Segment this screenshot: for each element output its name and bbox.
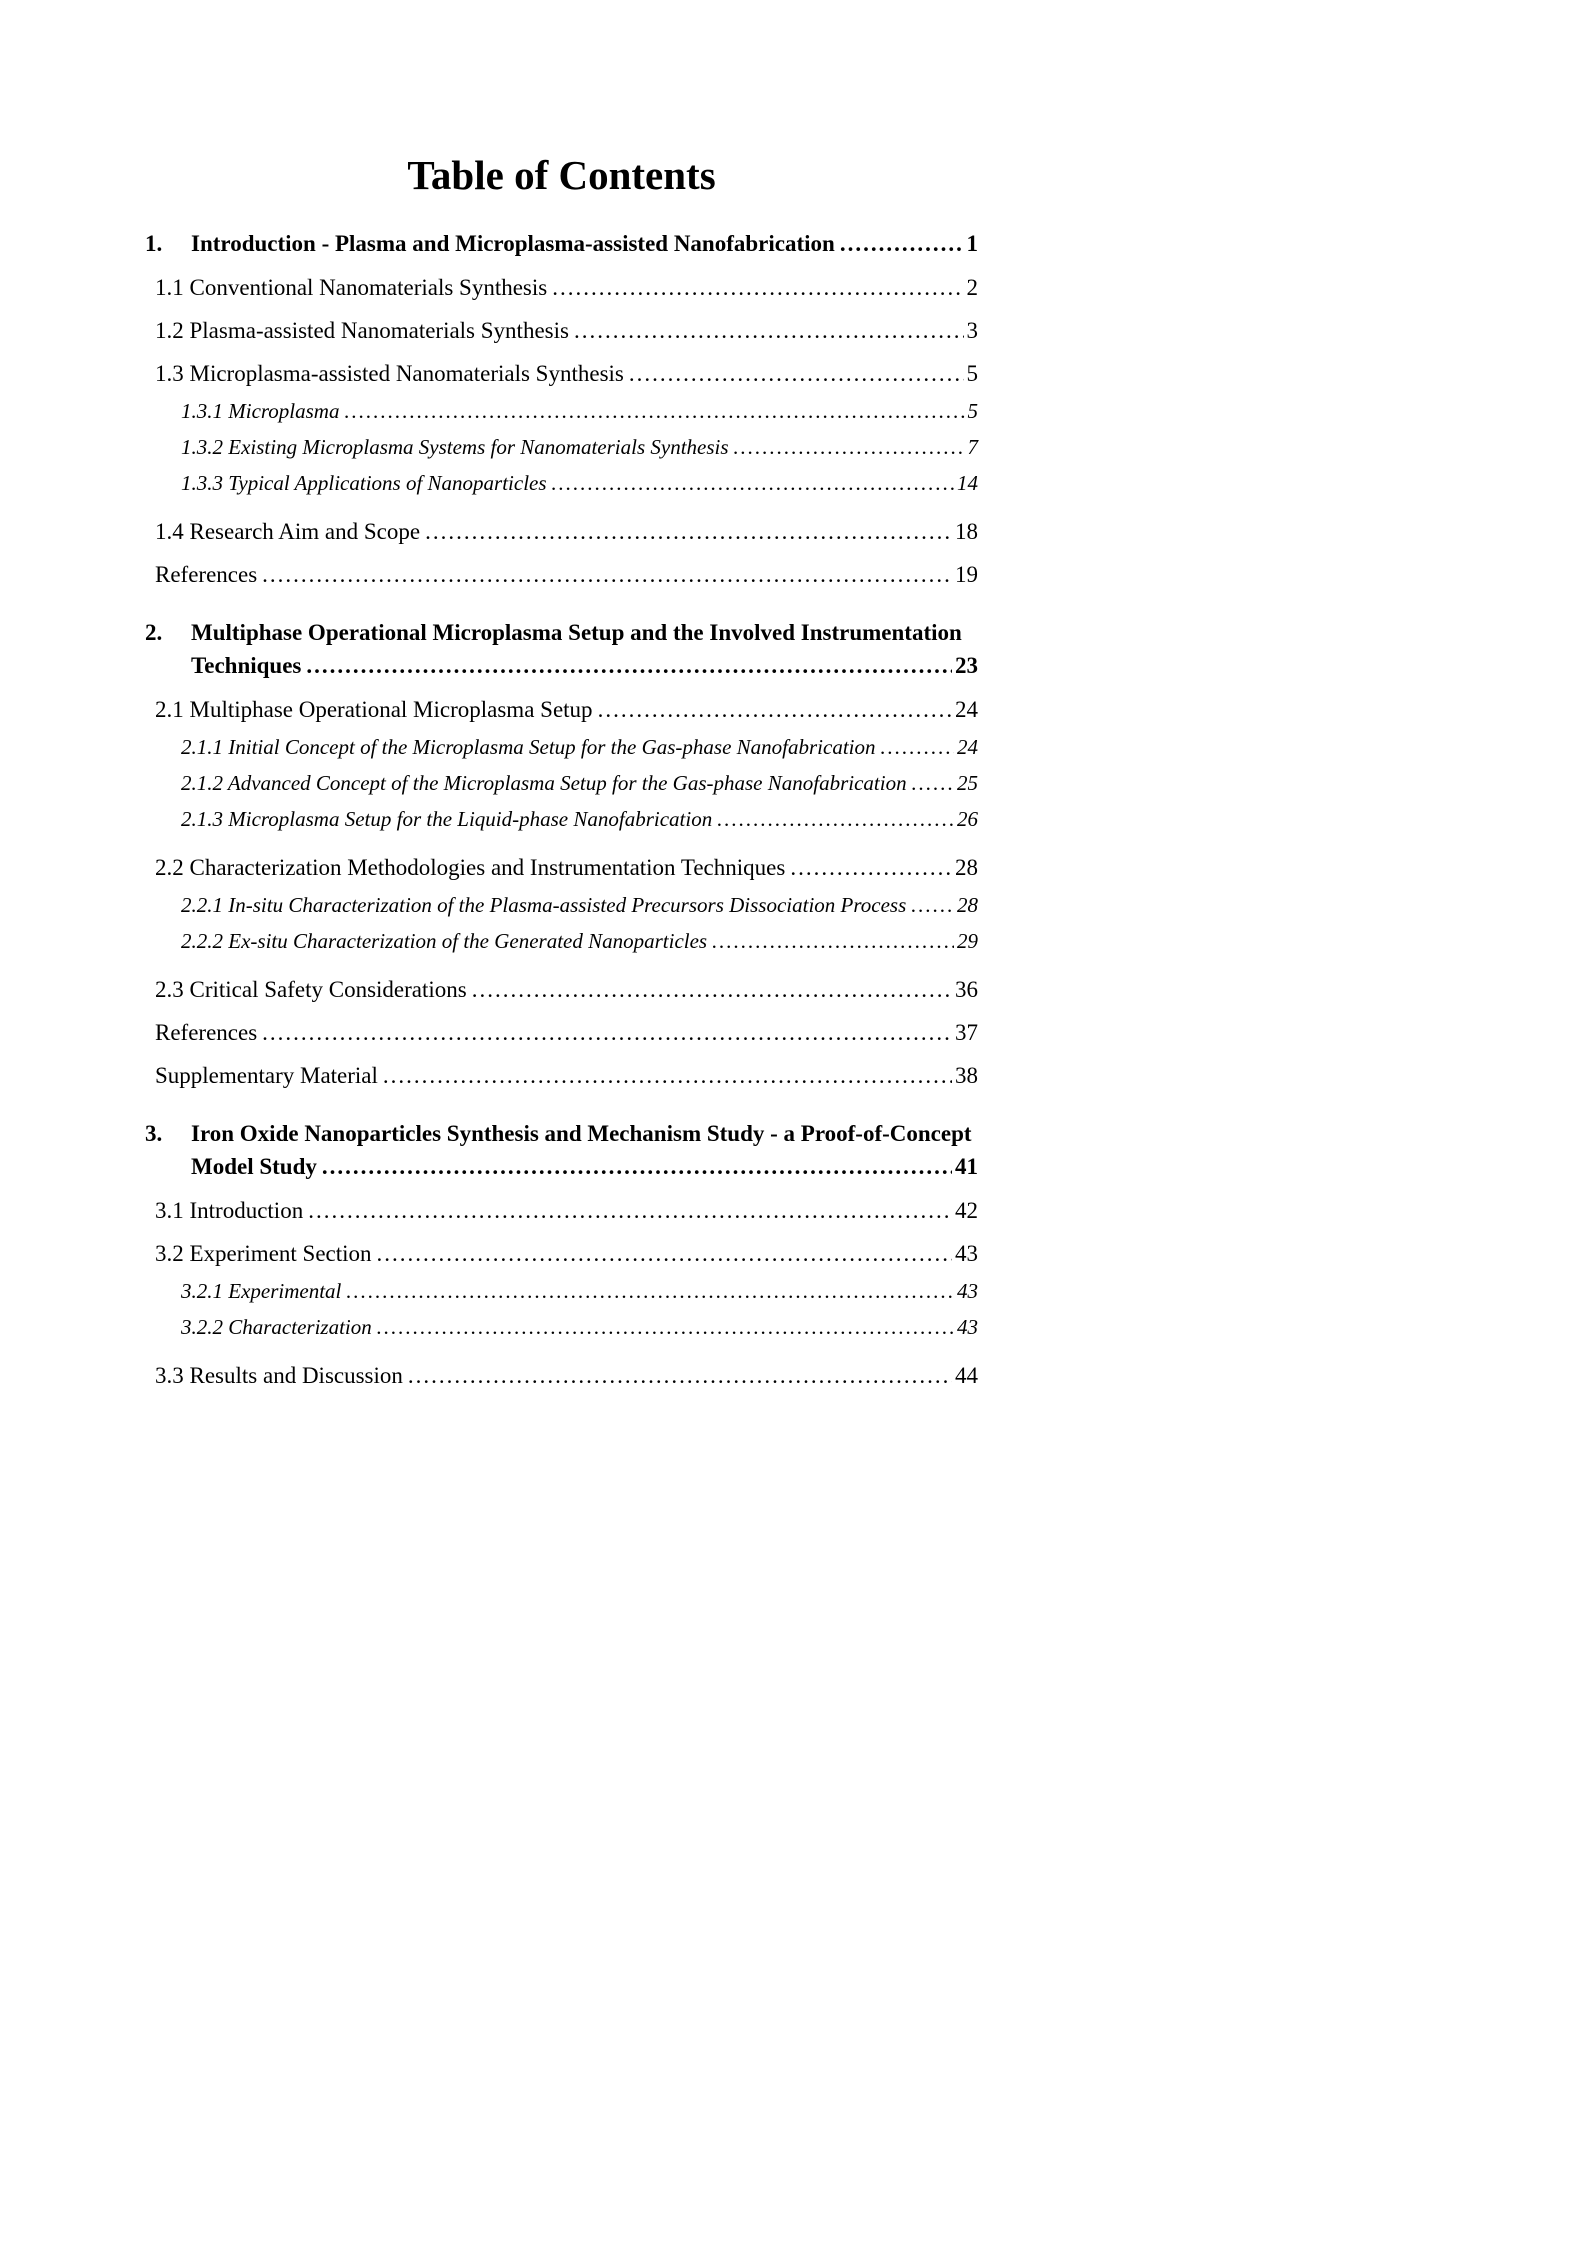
page-number: 5 [966, 361, 978, 386]
entry-title: 2.3 Critical Safety Considerations [155, 977, 467, 1002]
page-number: 5 [967, 399, 978, 423]
toc-entry [145, 470, 978, 497]
dot-leader [377, 1239, 952, 1269]
entry-line [155, 359, 978, 389]
entry-line [181, 470, 978, 497]
entry-line [155, 316, 978, 346]
entry-body [145, 1018, 978, 1048]
dot-leader [912, 770, 954, 797]
toc-entry [145, 359, 978, 389]
dot-leader [425, 517, 952, 547]
entry-title: 2.2.2 Ex-situ Characterization of the Generated Nanoparticles [181, 929, 708, 953]
entry-title: Multiphase Operational Microplasma Setup and the Involved Instrumentation [191, 620, 962, 645]
toc-list [145, 227, 978, 1391]
dot-leader [262, 560, 952, 590]
dot-leader [552, 273, 963, 303]
entry-line [181, 434, 978, 461]
toc-content [145, 150, 978, 1391]
entry-title: 1.3 Microplasma-assisted Nanomaterials Synthesis [155, 361, 624, 386]
entry-title: 3.1 Introduction [155, 1198, 304, 1223]
toc-entry [145, 517, 978, 547]
page-number: 28 [957, 893, 978, 917]
toc-entry [145, 1117, 978, 1183]
entry-body [191, 227, 978, 260]
entry-title-continued: Model Study [191, 1154, 317, 1179]
dot-leader [344, 398, 964, 425]
page-number: 28 [955, 855, 978, 880]
toc-entry [145, 853, 978, 883]
page-number: 14 [957, 471, 978, 495]
dot-leader [734, 434, 965, 461]
entry-body [145, 434, 978, 461]
page-number: 43 [957, 1279, 978, 1303]
entry-body [145, 1061, 978, 1091]
dot-leader [881, 734, 955, 761]
page-number: 18 [955, 519, 978, 544]
page-number: 24 [957, 735, 978, 759]
page-number: 38 [955, 1063, 978, 1088]
entry-line [155, 560, 978, 590]
entry-title: Iron Oxide Nanoparticles Synthesis and Mechanism Study - a Proof-of-Concept [191, 1121, 972, 1146]
page-number: 19 [955, 562, 978, 587]
dot-leader [574, 316, 964, 346]
entry-title: 1.3.2 Existing Microplasma Systems for Nanomaterials Synthesis [181, 435, 729, 459]
page-number: 44 [955, 1363, 978, 1388]
entry-line [181, 1278, 978, 1305]
toc-entry [145, 928, 978, 955]
entry-line [181, 928, 978, 955]
entry-title: 3.2.1 Experimental [181, 1279, 342, 1303]
entry-title: References [155, 562, 258, 587]
entry-title: 2.2.1 In-situ Characterization of the Plasma-assisted Precursors Dissociation Process [181, 893, 907, 917]
entry-title: 1.4 Research Aim and Scope [155, 519, 421, 544]
entry-line [155, 1361, 978, 1391]
entry-title: 2.1.2 Advanced Concept of the Microplasma Setup for the Gas-phase Nanofabrication [181, 771, 907, 795]
entry-line [181, 1314, 978, 1341]
entry-body [145, 470, 978, 497]
entry-body [145, 928, 978, 955]
entry-line [155, 1018, 978, 1048]
entry-line [155, 1061, 978, 1091]
dot-leader [712, 928, 954, 955]
entry-line [155, 273, 978, 303]
page-number: 26 [957, 807, 978, 831]
entry-body [145, 1196, 978, 1226]
entry-line [181, 892, 978, 919]
toc-entry [145, 1314, 978, 1341]
dot-leader [790, 853, 952, 883]
dot-leader [840, 227, 964, 260]
entry-title: 2.1 Multiphase Operational Microplasma Setup [155, 697, 593, 722]
entry-title: Introduction - Plasma and Microplasma-assisted Nanofabrication [191, 231, 835, 256]
entry-title: 2.1.3 Microplasma Setup for the Liquid-phase Nanofabrication [181, 807, 713, 831]
page-number: 43 [955, 1241, 978, 1266]
entry-body [145, 1361, 978, 1391]
dot-leader [322, 1150, 952, 1183]
toc-entry [145, 434, 978, 461]
entry-body [145, 273, 978, 303]
entry-title: Supplementary Material [155, 1063, 378, 1088]
dot-leader [346, 1278, 954, 1305]
entry-line [155, 1196, 978, 1226]
dot-leader [306, 649, 952, 682]
chapter-number: 2. [145, 620, 163, 645]
page-number: 23 [955, 653, 978, 678]
entry-body [145, 734, 978, 761]
entry-body [145, 517, 978, 547]
toc-entry [145, 398, 978, 425]
dot-leader [308, 1196, 952, 1226]
entry-title-continued: Techniques [191, 653, 302, 678]
page-number: 36 [955, 977, 978, 1002]
toc-entry [145, 616, 978, 682]
page-number: 41 [955, 1154, 978, 1179]
toc-entry [145, 975, 978, 1005]
toc-entry [145, 770, 978, 797]
toc-entry [145, 316, 978, 346]
entry-title: 1.1 Conventional Nanomaterials Synthesis [155, 275, 548, 300]
toc-entry [145, 1061, 978, 1091]
entry-line [191, 227, 978, 260]
entry-line [155, 517, 978, 547]
toc-entry [145, 806, 978, 833]
dot-leader [377, 1314, 954, 1341]
dot-leader [383, 1061, 952, 1091]
page-number: 42 [955, 1198, 978, 1223]
toc-entry [145, 1018, 978, 1048]
entry-line [155, 1239, 978, 1269]
page-number: 29 [957, 929, 978, 953]
entry-title: 3.2.2 Characterization [181, 1315, 372, 1339]
entry-body [145, 770, 978, 797]
toc-entry [145, 273, 978, 303]
page-number: 43 [957, 1315, 978, 1339]
entry-line [155, 695, 978, 725]
entry-body [145, 560, 978, 590]
page-number: 24 [955, 697, 978, 722]
page-number: 7 [967, 435, 978, 459]
entry-body [145, 975, 978, 1005]
toc-entry [145, 560, 978, 590]
entry-line [191, 1150, 978, 1183]
page-number: 37 [955, 1020, 978, 1045]
entry-title: 1.3.1 Microplasma [181, 399, 340, 423]
entry-title: 2.2 Characterization Methodologies and Instrumentation Techniques [155, 855, 786, 880]
page-number: 2 [966, 275, 978, 300]
entry-body [191, 1117, 978, 1183]
entry-body [145, 695, 978, 725]
chapter-number: 1. [145, 231, 163, 256]
toc-entry [145, 892, 978, 919]
toc-entry [145, 1278, 978, 1305]
entry-line [191, 649, 978, 682]
entry-body [145, 1278, 978, 1305]
page-number: 25 [957, 771, 978, 795]
entry-title: 3.3 Results and Discussion [155, 1363, 403, 1388]
dot-leader [717, 806, 954, 833]
dot-leader [552, 470, 954, 497]
entry-title: 1.3.3 Typical Applications of Nanoparticles [181, 471, 547, 495]
entry-line [181, 770, 978, 797]
entry-body [145, 398, 978, 425]
entry-line [155, 975, 978, 1005]
toc-entry [145, 734, 978, 761]
entry-title: References [155, 1020, 258, 1045]
dot-leader [629, 359, 964, 389]
entry-line [181, 734, 978, 761]
entry-line [155, 853, 978, 883]
page-title: Table of Contents [407, 152, 716, 198]
entry-line [181, 806, 978, 833]
entry-title: 1.2 Plasma-assisted Nanomaterials Synthesis [155, 318, 569, 343]
entry-body [145, 806, 978, 833]
toc-entry [145, 1361, 978, 1391]
entry-line [181, 398, 978, 425]
entry-title: 2.1.1 Initial Concept of the Microplasma Setup for the Gas-phase Nanofabrication [181, 735, 876, 759]
toc-entry [145, 695, 978, 725]
dot-leader [472, 975, 952, 1005]
entry-body [145, 1239, 978, 1269]
entry-body [145, 359, 978, 389]
entry-body [145, 1314, 978, 1341]
toc-entry [145, 227, 978, 260]
entry-body [191, 616, 978, 682]
page-number: 1 [966, 231, 978, 256]
entry-body [145, 892, 978, 919]
entry-body [145, 853, 978, 883]
page-number: 3 [966, 318, 978, 343]
chapter-number: 3. [145, 1121, 163, 1146]
toc-entry [145, 1239, 978, 1269]
dot-leader [262, 1018, 952, 1048]
entry-body [145, 316, 978, 346]
dot-leader [911, 892, 954, 919]
toc-entry [145, 1196, 978, 1226]
entry-title: 3.2 Experiment Section [155, 1241, 372, 1266]
dot-leader [408, 1361, 952, 1391]
dot-leader [598, 695, 952, 725]
